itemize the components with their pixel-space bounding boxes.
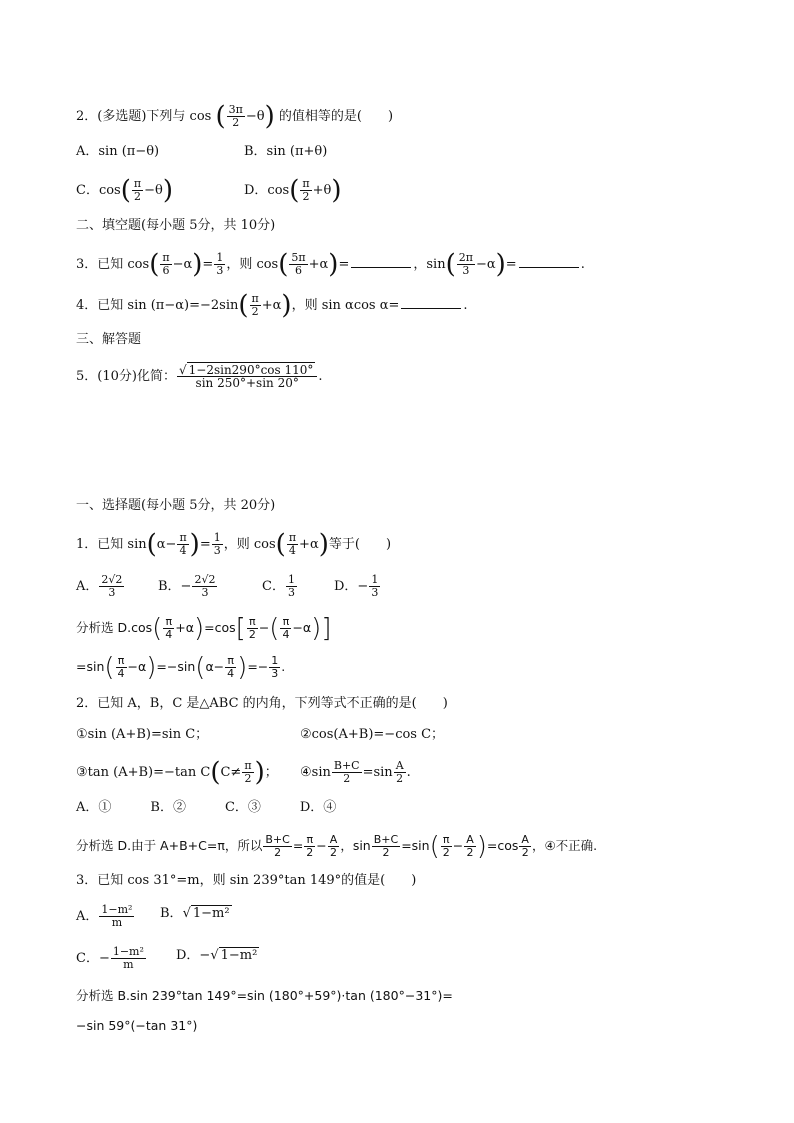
p2-items-34: ③tan (A+B)=−tan C(C≠ $\frac{\pi}{2}$ )； ④sin $\frac{B+C}{2}$ =sin $\frac{A}{2}$ . xyxy=(76,757,411,788)
q5: 5．(10分)化简： $\frac{√ 1-2\sin 290^\circ\cos 110^\circ}{\sin 250^\circ+\sin 20^\circ}$ . xyxy=(76,363,323,390)
option-b: B．√ 1−m² xyxy=(160,906,230,921)
fraction: $\frac{3\pi}{2}$ xyxy=(228,103,243,129)
answer-blank xyxy=(351,254,411,268)
option-a: A．sin (π−θ) xyxy=(76,144,160,159)
q2-top-stem: 2．(多选题)下列与 cos ( $\frac{3\pi}{2}$ −θ) 的值相等的是( ) xyxy=(76,101,394,132)
option-b: B．− $\frac{2√2}{3}$ xyxy=(158,573,216,599)
option-d: D．−√ 1−m² xyxy=(176,948,258,963)
section-fill-blank-title: 二、填空题(每小题 5分，共 10分) xyxy=(76,218,276,233)
p3-stem: 3．已知 cos 31°=m，则 sin 239°tan 149°的值是( ) xyxy=(76,873,417,888)
answer-blank xyxy=(519,254,579,268)
p2-items-12: ①sin (A+B)=sin C； ②cos(A+B)=−cos C； xyxy=(76,727,445,742)
option-c: C．− $\frac{\text{1−m²}}{m}$ xyxy=(76,945,144,971)
p3-options-ab xyxy=(76,903,230,929)
q3: 3．已知 cos( $\frac{\pi}{6}$ −α)= $\frac{1}{3}$ ，则 cos( $\frac{5\pi}{6}$ +α)= ，sin( $\frac{2\pi}{3}$ −α)= . xyxy=(76,249,585,280)
p2-analysis: 分析选 D.由于 A+B+C=π，所以 $\frac{B+C}{2}$ = $\frac{\pi}{2}$ − $\frac{A}{2}$ ，sin $\frac{B+C}{2}$ =sin( $\frac{\pi}{2}$ − $\frac{A}{2}$ )=cos $\frac{A}{2}$ ，④不正确. xyxy=(76,831,598,862)
p1-options xyxy=(76,573,379,599)
p1-analysis-1: 分析选 D.cos( $\frac{\pi}{4}$ +α)=cos[ $\frac{\pi}{2}$ −( $\frac{\pi}{4}$ −α)] xyxy=(76,613,332,644)
answer-blank xyxy=(401,295,461,309)
option-a: A． $\frac{2√2}{3}$ xyxy=(76,573,123,599)
option-a: A． $\frac{\text{1−m²}}{m}$ xyxy=(76,903,133,929)
option-d: D．− $\frac{1}{3}$ xyxy=(334,573,379,599)
q2-top-options-ab xyxy=(76,142,328,162)
section-choice-title: 一、选择题(每小题 5分，共 20分) xyxy=(76,498,276,513)
p1-analysis-2: =sin( $\frac{\pi}{4}$ −α)=−sin(α− $\frac{\pi}{4}$ )=− $\frac{1}{3}$ . xyxy=(76,652,286,683)
section-answer-title: 三、解答题 xyxy=(76,332,142,347)
p1-stem: 1．已知 sin(α− $\frac{\pi}{4}$ )= $\frac{1}{3}$ ，则 cos( $\frac{\pi}{4}$ +α)等于( ) xyxy=(76,529,392,560)
p3-analysis-1: 分析选 B.sin 239°tan 149°=sin (180°+59°)·tan (180°−31°)= xyxy=(76,988,453,1003)
option-d: D．cos( $\frac{\pi}{2}$ +θ) xyxy=(244,175,342,206)
option-c: C． $\frac{1}{3}$ xyxy=(262,573,295,599)
p3-options-cd xyxy=(76,945,258,971)
p3-analysis-2: −sin 59°(−tan 31°) xyxy=(76,1018,198,1033)
p2-options: A．① B．② C．③ D．④ xyxy=(76,800,337,815)
option-b: B．sin (π+θ) xyxy=(244,144,328,159)
option-c: C．cos( $\frac{\pi}{2}$ −θ) xyxy=(76,175,174,206)
q4: 4．已知 sin (π−α)=−2sin( $\frac{\pi}{2}$ +α)，则 sin αcos α= . xyxy=(76,290,468,321)
p2-stem: 2．已知 A，B，C 是△ABC 的内角，下列等式不正确的是( ) xyxy=(76,696,448,711)
q2-top-options-cd xyxy=(76,175,342,206)
